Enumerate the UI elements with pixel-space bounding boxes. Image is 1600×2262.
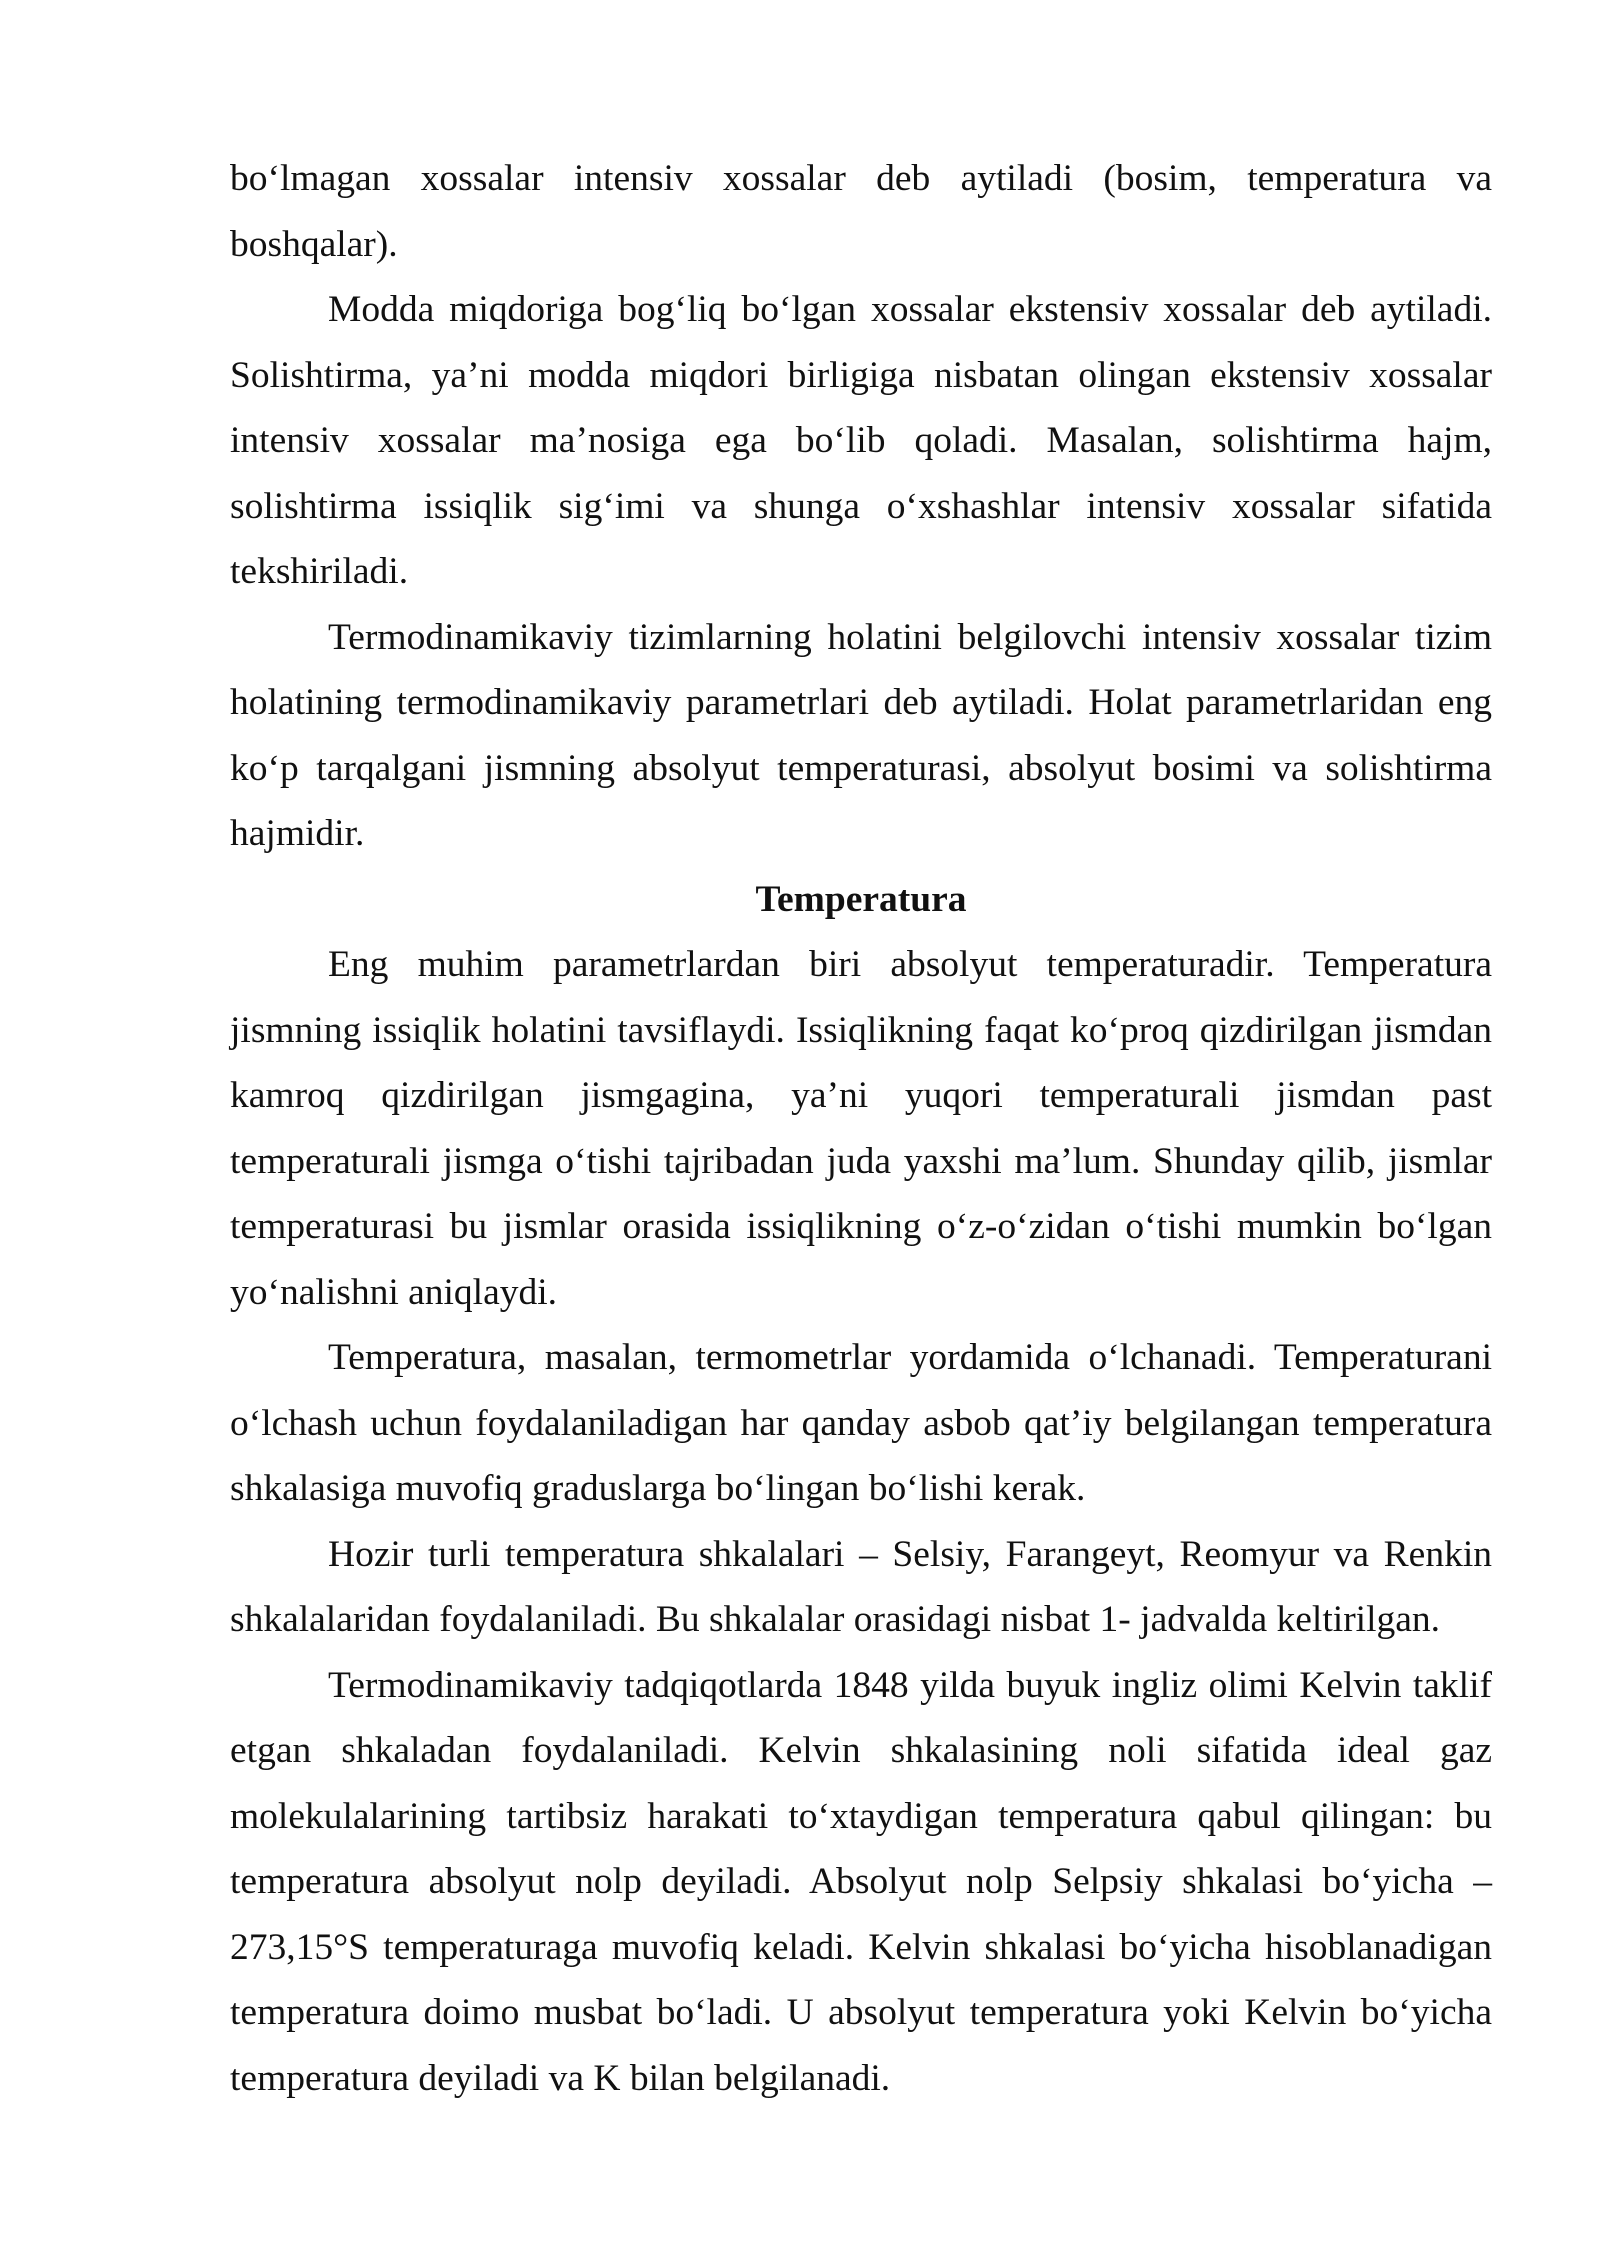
paragraph-extensive-properties: Modda miqdoriga bog‘liq bo‘lgan xossalar ekstensiv xossalar deb aytiladi. Solishtirma, ya’ni modda miqdori birligiga nisbatan olingan ekstensiv xossalar intensiv xossalar ma’nosiga ega bo‘lib qoladi. Masalan, solishtirma hajm, solishtirma issiqlik sig‘imi va shunga o‘xshashlar intensiv xossalar sifatida tekshiriladi. xyxy=(230,289,1492,592)
paragraph-continuation: bo‘lmagan xossalar intensiv xossalar deb aytiladi (bosim, temperatura va boshqalar). xyxy=(230,158,1492,265)
section-heading: Temperatura xyxy=(755,878,967,920)
document-body xyxy=(230,146,1492,2111)
paragraph-temperature-definition: Eng muhim parametrlardan biri absolyut temperaturadir. Temperatura jismning issiqlik holatini tavsiflaydi. Issiqlikning faqat ko‘proq qizdirilgan jismdan kamroq qizdirilgan jismgagina, ya’ni yuqori temperaturali jismdan past temperaturali jismga o‘tishi tajribadan juda yaxshi ma’lum. Shunday qilib, jismlar temperaturasi bu jismlar orasida issiqlikning o‘z-o‘zidan o‘tishi mumkin bo‘lgan yo‘nalishni aniqlaydi. xyxy=(230,944,1492,1313)
paragraph-temperature-scales: Hozir turli temperatura shkalalari – Selsiy, Farangeyt, Reomyur va Renkin shkalalaridan foydalaniladi. Bu shkalalar orasidagi nisbat 1- jadvalda keltirilgan. xyxy=(230,1533,1492,1640)
paragraph-state-parameters: Termodinamikaviy tizimlarning holatini belgilovchi intensiv xossalar tizim holatining termodinamikaviy parametrlari deb aytiladi. Holat parametrlaridan eng ko‘p tarqalgani jismning absolyut temperaturasi, absolyut bosimi va solishtirma hajmidir. xyxy=(230,616,1492,854)
paragraph-thermometers: Temperatura, masalan, termometrlar yordamida o‘lchanadi. Temperaturani o‘lchash uchun foydalaniladigan har qanday asbob qat’iy belgilangan temperatura shkalasiga muvofiq graduslarga bo‘lingan bo‘lishi kerak. xyxy=(230,1337,1492,1509)
paragraph-kelvin-scale: Termodinamikaviy tadqiqotlarda 1848 yilda buyuk ingliz olimi Kelvin taklif etgan shkaladan foydalaniladi. Kelvin shkalasining noli sifatida ideal gaz molekulalarining tartibsiz harakati to‘xtaydigan temperatura qabul qilingan: bu temperatura absolyut nolp deyiladi. Absolyut nolp Selpsiy shkalasi bo‘yicha – 273,15°S temperaturaga muvofiq keladi. Kelvin shkalasi bo‘yicha hisoblanadigan temperatura doimo musbat bo‘ladi. U absolyut temperatura yoki Kelvin bo‘yicha temperatura deyiladi va K bilan belgilanadi. xyxy=(230,1664,1492,2099)
